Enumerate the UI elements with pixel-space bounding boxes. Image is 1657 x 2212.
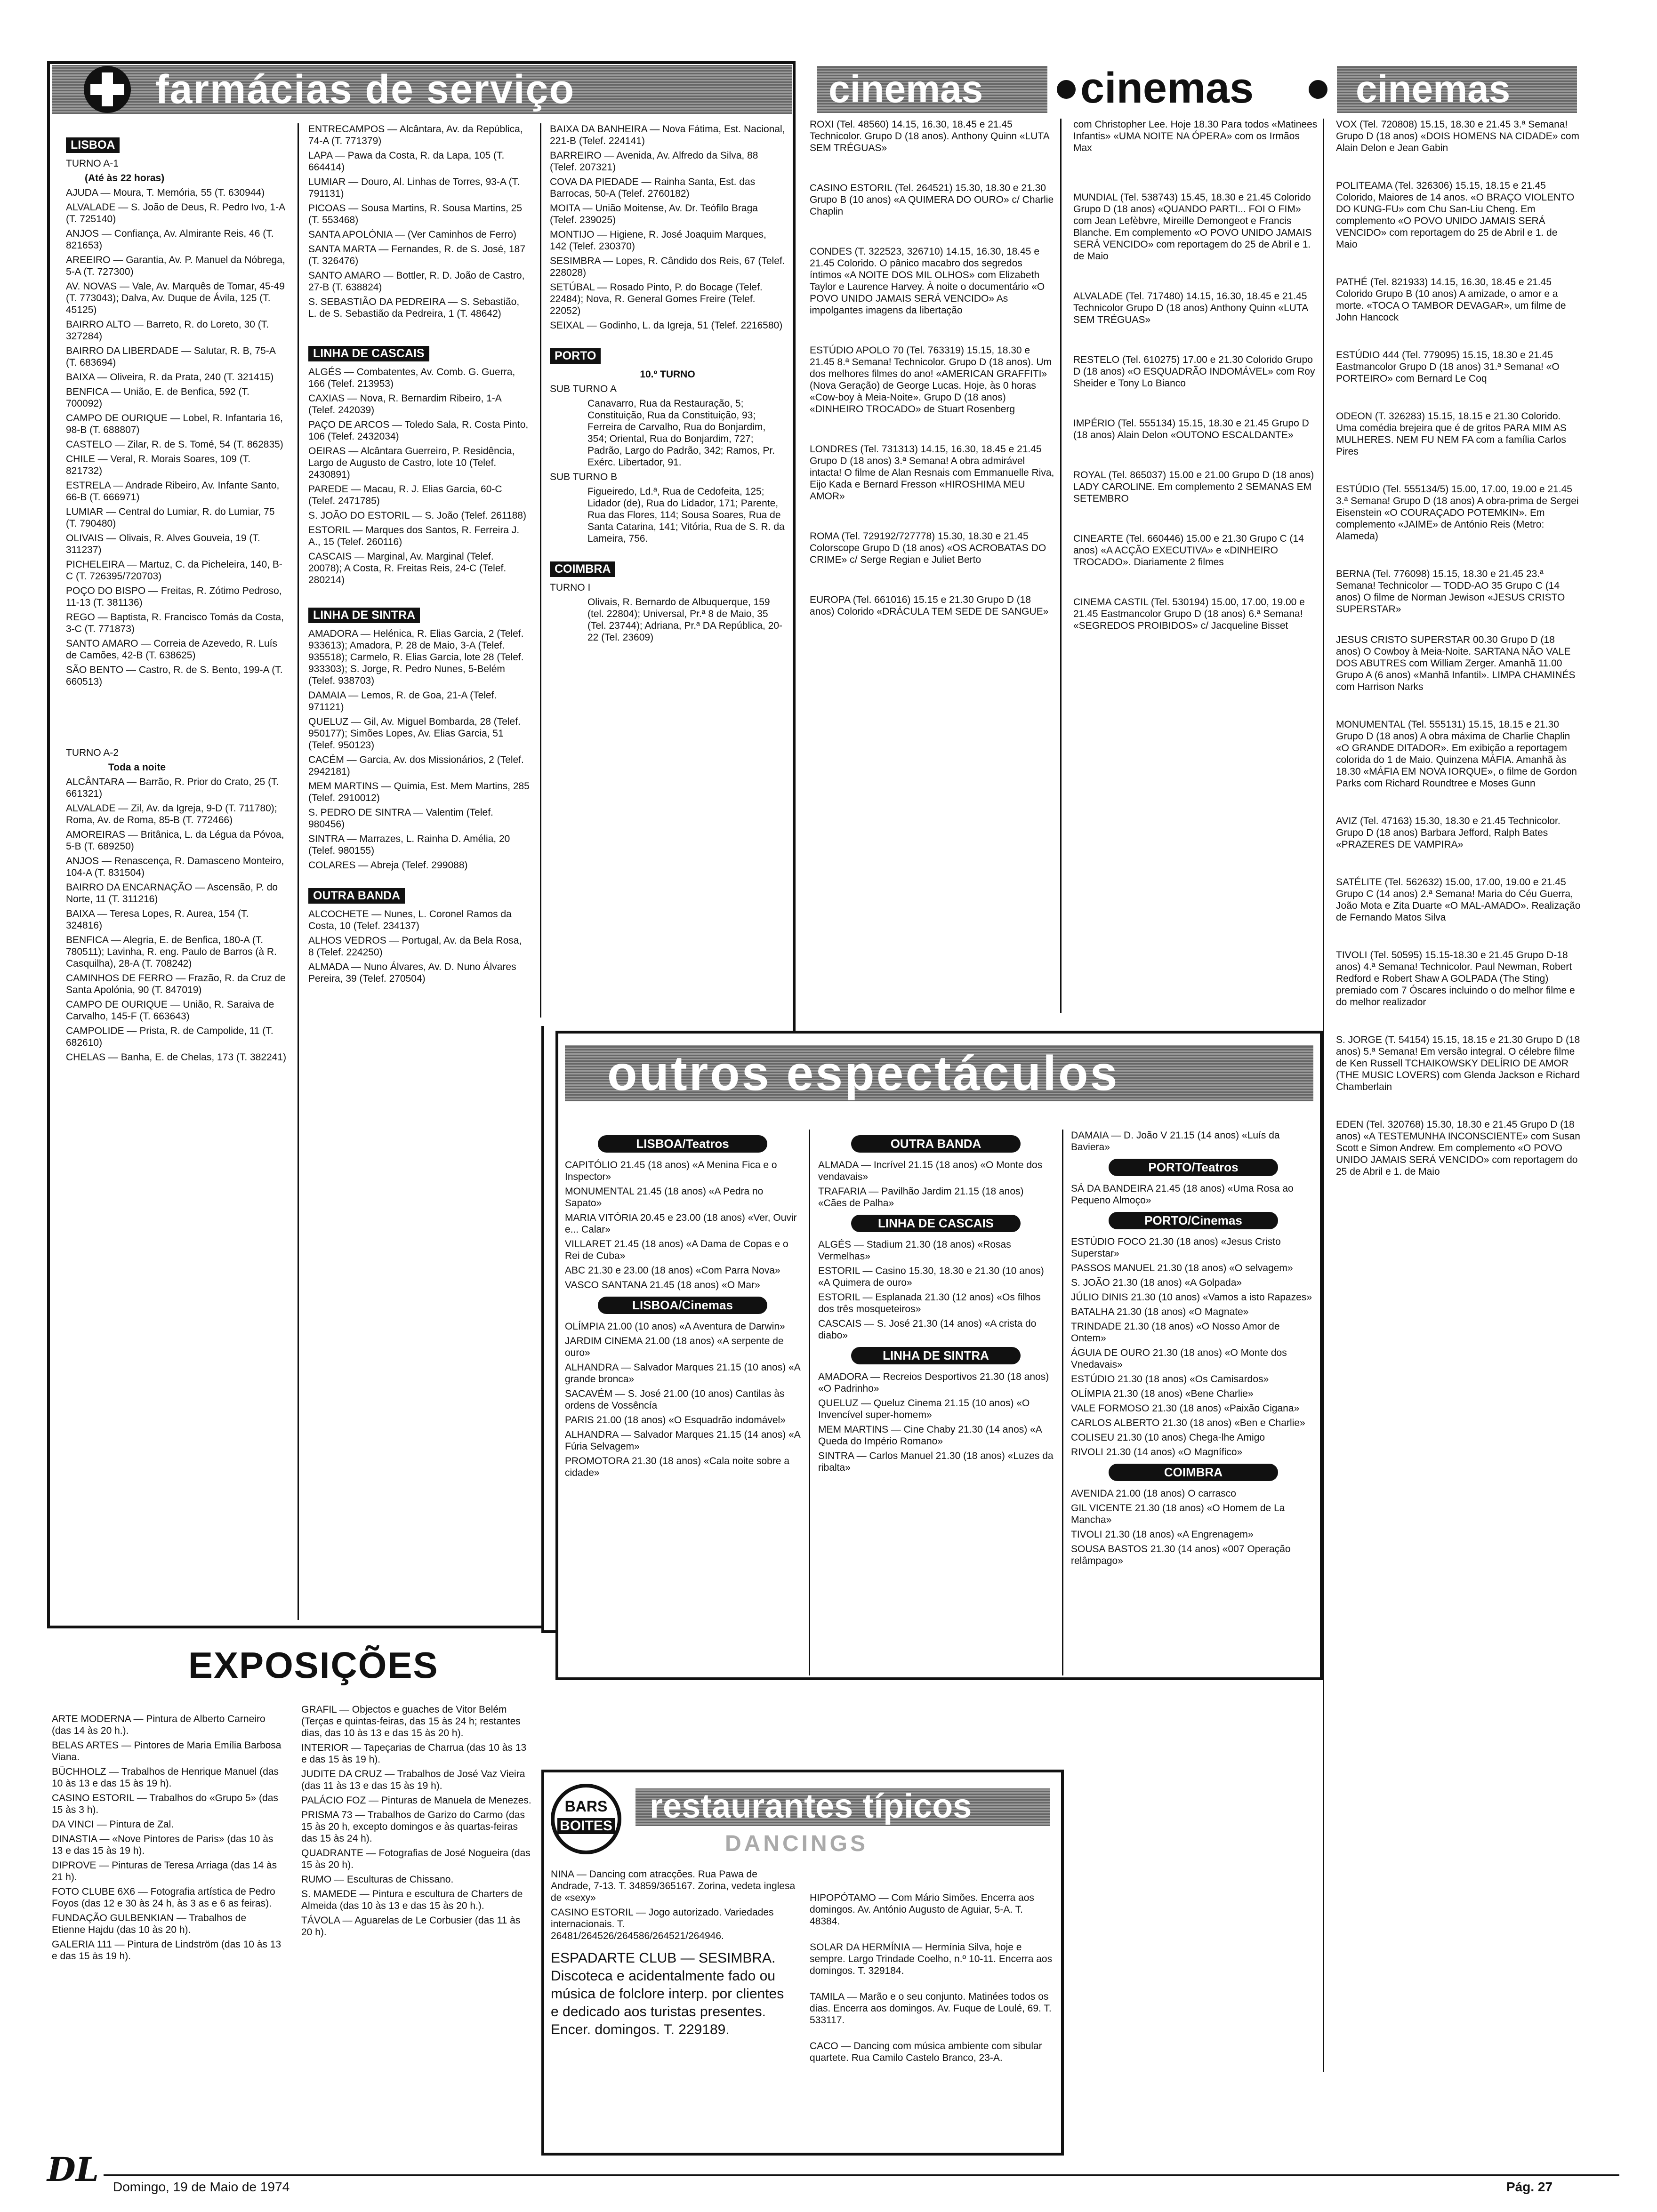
- pharmacy-entry: DAMAIA — Lemos, R. de Goa, 21-A (Telef. 971121): [308, 690, 497, 713]
- cinemas-col-3: [1336, 119, 1581, 1180]
- coimbra-text: Olivais, R. Bernardo de Albuquerque, 159 (tel. 22804); Universal, Pr.ª 8 de Maio, 35 (Tel. 23744); Adriana, Pr.ª DA República, 20-22 (Tel. 23609): [587, 597, 783, 643]
- cinema-listing: ROYAL (Tel. 865037) 15.00 e 21.00 Grupo D (18 anos) LADY CAROLINE. Em complemento 2 SEMANAS EM SETEMBRO: [1073, 470, 1314, 504]
- show-listing: RIVOLI 21.30 (14 anos) «O Magnífico»: [1071, 1447, 1243, 1458]
- cinemas-ghost-left: cinemas: [828, 68, 983, 111]
- pharmacy-entry: COVA DA PIEDADE — Rainha Santa, Est. das Barrocas, 50-A (Telef. 2760182): [550, 176, 756, 199]
- exposicoes-col-2: [301, 1704, 532, 1941]
- pharmacy-entry: CASCAIS — Marginal, Av. Marginal (Telef. 20078); A Costa, R. Freitas Reis, 24-C (Telef. 280214): [308, 551, 507, 585]
- pharmacy-entry: ALHOS VEDROS — Portugal, Av. da Bela Rosa, 8 (Telef. 224250): [308, 935, 522, 958]
- exhibition-entry: DINASTIA — «Nove Pintores de Paris» (das 10 às 13 e das 15 às 19 h).: [52, 1834, 273, 1856]
- section-lisboa-teatros: LISBOA/Teatros: [598, 1135, 767, 1153]
- bar-listing: SOLAR DA HERMÍNIA — Hermínia Silva, hoje e sempre. Largo Trindade Coelho, n.º 10-11. Encerra aos domingos. T. 329184.: [810, 1942, 1053, 1976]
- show-listing: GIL VICENTE 21.30 (18 anos) «O Homem de La Mancha»: [1071, 1503, 1285, 1525]
- pharmacy-entry: S. SEBASTIÃO DA PEDREIRA — S. Sebastião, L. de S. Sebastião da Pedreira, 1 (T. 48642): [308, 297, 520, 319]
- cinema-listing: ESTÚDIO 444 (Tel. 779095) 15.15, 18.30 e 21.45 Eastmancolor Grupo D (18 anos) 31.ª Semana! «O PORTEIRO» com Bernard Le Coq: [1336, 350, 1560, 384]
- pharmacy-entry: SEIXAL — Godinho, L. da Igreja, 51 (Telef. 2216580): [550, 320, 783, 331]
- turno-a2-note: Toda a noite: [108, 762, 166, 773]
- cinema-listing: CONDES (T. 322523, 326710) 14.15, 16.30, 18.45 e 21.45 Colorido. O pânico macabro dos segredos íntimos «A NOITE DOS MIL OLHOS» com Elizabeth Taylor e Laurence Harvey. À noite o documentário «O POVO UNIDO JAMAIS SERÁ VENCIDO» As impolgantes imagens da libertação: [810, 246, 1045, 316]
- pharmacy-entry: CHELAS — Banha, E. de Chelas, 173 (T. 382241): [66, 1052, 287, 1063]
- show-listing: CARLOS ALBERTO 21.30 (18 anos) «Ben e Charlie»: [1071, 1418, 1305, 1428]
- cinema-listing: JESUS CRISTO SUPERSTAR 00.30 Grupo D (18 anos) O Cowboy à Meia-Noite. SARTANA NÃO VALE DOS ABUTRES com William Zerger. Amanhã 11.00 Grupo A (6 anos) «Manhã Infantil». LIMPA CHAMINÉS com Harrison Narks: [1336, 634, 1576, 692]
- pharmacy-entry: CASTELO — Zilar, R. de S. Tomé, 54 (T. 862835): [66, 439, 283, 450]
- pharmacy-entry: ALCÂNTARA — Barrão, R. Prior do Crato, 25 (T. 661321): [66, 777, 279, 799]
- pharmacy-entry: SETÚBAL — Rosado Pinto, P. do Bocage (Telef. 22484); Nova, R. General Gomes Freire (Telef. 22052): [550, 282, 763, 316]
- cinema-listing: CINEARTE (Tel. 660446) 15.00 e 21.30 Grupo C (14 anos) «A ACÇÃO EXECUTIVA» e «DINHEIRO TROCADO». Diariamente 2 filmes: [1073, 533, 1304, 568]
- show-listing: JARDIM CINEMA 21.00 (18 anos) «A serpente de ouro»: [565, 1336, 784, 1358]
- show-listing: VASCO SANTANA 21.45 (18 anos) «O Mar»: [565, 1280, 760, 1290]
- exhibition-entry: FOTO CLUBE 6X6 — Fotografia artística de Pedro Foyos (das 12 e 30 às 24 h, às 3 as e 6 as feiras).: [52, 1886, 275, 1909]
- porto-sub-a-text: Canavarro, Rua da Restauração, 5; Constituição, Rua da Constituição, 93; Ferreira de Carvalho, Rua do Bonjardim, 354; Oriental, Rua do Bonjardim, 727; Padrão, Largo do Padrão, 342; Ramos, Pr. Exérc. Libertador, 91.: [587, 398, 775, 468]
- exhibition-entry: FUNDAÇÃO GULBENKIAN — Trabalhos de Etienne Hajdu (das 10 às 20 h).: [52, 1913, 247, 1935]
- bar-listing-espadarte: ESPADARTE CLUB — SESIMBRA. Discoteca e acidentalmente fado ou música de folclore interp. por clientes e dedicado aos turistas presentes. Encer. domingos. T. 229189.: [551, 1950, 784, 2037]
- exhibition-entry: S. MAMEDE — Pintura e escultura de Charters de Almeida (das 10 às 13 e das 15 às 20 h.).: [301, 1889, 523, 1911]
- show-listing: AMADORA — Recreios Desportivos 21.30 (18 anos) «O Padrinho»: [818, 1371, 1049, 1394]
- show-listing: SOUSA BASTOS 21.30 (14 anos) «007 Operação relâmpago»: [1071, 1544, 1291, 1566]
- cinema-listing: RESTELO (Tel. 610275) 17.00 e 21.30 Colorido Grupo D (18 anos) «O ESQUADRÃO INDOMÁVEL» com Roy Sheider e Tony Lo Bianco: [1073, 354, 1315, 389]
- pharmacy-entry: SANTA APOLÓNIA — (Ver Caminhos de Ferro): [308, 229, 516, 240]
- bullet-icon: [1057, 80, 1076, 99]
- show-listing: PARIS 21.00 (18 anos) «O Esquadrão indomável»: [565, 1415, 786, 1426]
- pharmacy-entry: ESTRELA — Andrade Ribeiro, Av. Infante Santo, 66-B (T. 666971): [66, 480, 280, 503]
- show-listing: ALMADA — Incrível 21.15 (18 anos) «O Monte dos vendavais»: [818, 1160, 1043, 1182]
- cinema-listing: com Christopher Lee. Hoje 18.30 Para todos «Matinees Infantis» «UMA NOITE NA ÓPERA» com os Irmãos Max: [1073, 119, 1318, 153]
- show-listing: CASCAIS — S. José 21.30 (14 anos) «A crista do diabo»: [818, 1318, 1037, 1341]
- pharmacy-entry: BAIXA DA BANHEIRA — Nova Fátima, Est. Nacional, 221-B (Telef. 224141): [550, 124, 785, 146]
- exhibition-entry: QUADRANTE — Fotografias de José Nogueira (das 15 às 20 h).: [301, 1848, 531, 1870]
- show-listing: OLÍMPIA 21.30 (18 anos) «Bene Charlie»: [1071, 1388, 1254, 1399]
- cinemas-title: cinemas: [1080, 64, 1254, 112]
- pharmacy-entry: CHILE — Veral, R. Morais Soares, 109 (T. 821732): [66, 454, 251, 476]
- section-lisboa: LISBOA: [66, 137, 120, 153]
- bars-badge: [551, 1784, 621, 1854]
- cinema-listing: MUNDIAL (Tel. 538743) 15.45, 18.30 e 21.45 Colorido Grupo D (18 anos) «QUANDO PARTI... FOI O FIM» com Jean Lefèbvre, Mireille Demongeot e Francis Blanche. Em complemento «O POVO UNIDO JAMAIS SERÁ VENCIDO» com reportagem do 25 de Abril e 1. de Maio: [1073, 192, 1312, 262]
- section-linha-sintra: LINHA DE SINTRA: [308, 608, 420, 623]
- cinema-listing: ODEON (T. 326283) 15.15, 18.15 e 21.30 Colorido. Uma comédia brejeira que é de gritos PARA MIM AS MULHERES. NEM FU NEM FA com a família Carlos Pires: [1336, 411, 1567, 457]
- cinema-listing: SATÉLITE (Tel. 562632) 15.00, 17.00, 19.00 e 21.45 Grupo C (14 anos) 2.ª Semana! Maria do Céu Guerra, João Mota e Zita Duarte «O MAL-AMADO». Realização de Fernando Matos Silva: [1336, 877, 1581, 923]
- pharmacy-entry: SANTA MARTA — Fernandes, R. de S. José, 187 (T. 326476): [308, 244, 526, 266]
- cinema-listing: MONUMENTAL (Tel. 555131) 15.15, 18.15 e 21.30 Grupo D (18 anos) A obra máxima de Charlie Chaplin «O GRANDE DITADOR». Em exibição a reportagem colorida do 1 de Maio. Quinzena MÁFIA. Amanhã às 18.30 «MÁFIA EM NOVA IORQUE», o filme de Gordon Parks com Richard Roundtree e Moses Gunn: [1336, 719, 1577, 789]
- restaurantes-title: restaurantes típicos: [650, 1787, 972, 1825]
- outros-col-1: [565, 1130, 800, 1482]
- dancings-title: DANCINGS: [725, 1831, 869, 1856]
- exhibition-entry: GRAFIL — Objectos e guaches de Vitor Belém (Terças e quintas-feiras, das 15 às 24 h; restantes dias, das 10 às 13 e das 15 às 20 h).: [301, 1704, 521, 1739]
- cinemas-ghost-right: cinemas: [1356, 68, 1511, 111]
- bars-col-2: [810, 1892, 1054, 2067]
- pharmacy-entry: BENFICA — Alegria, E. de Benfica, 180-A (T. 780511); Lavinha, R. eng. Paulo de Barros (à R. Casquilha), 28-A (T. 708242): [66, 935, 277, 969]
- pharmacy-entry: PICHELEIRA — Martuz, C. da Picheleira, 140, B-C (T. 726395/720703): [66, 559, 282, 582]
- cinema-listing: BERNA (Tel. 776098) 15.15, 18.30 e 21.45 23.ª Semana! Technicolor — TODD-AO 35 Grupo C (14 anos) O filme de Norman Jewison «JESUS CRISTO SUPERSTAR»: [1336, 569, 1565, 615]
- pharmacy-entry: REGO — Baptista, R. Francisco Tomás da Costa, 3-C (T. 771873): [66, 612, 284, 634]
- section-outra-banda: OUTRA BANDA: [308, 888, 405, 904]
- pharmacy-entry: SANTO AMARO — Correia de Azevedo, R. Luís de Camões, 42-B (T. 638625): [66, 638, 277, 661]
- pharmacy-entry: CAXIAS — Nova, R. Bernardim Ribeiro, 1-A (Telef. 242039): [308, 393, 501, 416]
- bar-listing: NINA — Dancing com atracções. Rua Pawa de Andrade, 7-13. T. 34859/365167. Zorina, vedeta inglesa de «sexy»: [551, 1869, 796, 1903]
- pharmacy-entry: ANJOS — Renascença, R. Damasceno Monteiro, 104-A (T. 831504): [66, 856, 284, 878]
- show-listing: ESTÚDIO FOCO 21.30 (18 anos) «Jesus Cristo Superstar»: [1071, 1236, 1281, 1259]
- column-divider: [1323, 119, 1324, 2072]
- cinema-listing: EUROPA (Tel. 661016) 15.15 e 21.30 Grupo D (18 anos) Colorido «DRÁCULA TEM SEDE DE SANGUE»: [810, 594, 1049, 617]
- cinema-listing: AVIZ (Tel. 47163) 15.30, 18.30 e 21.45 Technicolor. Grupo D (18 anos) Barbara Jefford, Ralph Bates «PRAZERES DE VAMPIRA»: [1336, 816, 1560, 850]
- outros-title: outros espectáculos: [607, 1046, 1119, 1101]
- farmacias-col-1: [66, 133, 287, 1066]
- cinemas-col-2: [1073, 119, 1318, 634]
- exhibition-entry: DIPROVE — Pinturas de Teresa Arriaga (das 14 às 21 h).: [52, 1860, 277, 1883]
- show-listing: MONUMENTAL 21.45 (18 anos) «A Pedra no Sapato»: [565, 1186, 764, 1209]
- show-listing: SINTRA — Carlos Manuel 21.30 (18 anos) «Luzes da ribalta»: [818, 1451, 1054, 1473]
- pharmacy-entry: AV. NOVAS — Vale, Av. Marquês de Tomar, 45-49 (T. 773043); Dalva, Av. Duque de Ávila, 125 (T. 45125): [66, 281, 285, 315]
- pharmacy-entry: ALCOCHETE — Nunes, L. Coronel Ramos da Costa, 10 (Telef. 234137): [308, 909, 512, 931]
- pharmacy-entry: MONTIJO — Higiene, R. José Joaquim Marques, 142 (Telef. 230370): [550, 229, 766, 252]
- exhibition-entry: JUDITE DA CRUZ — Trabalhos de José Vaz Vieira (das 11 às 13 e das 15 às 19 h).: [301, 1769, 525, 1791]
- pharmacy-entry: S. JOÃO DO ESTORIL — S. João (Telef. 261188): [308, 510, 526, 521]
- pharmacy-entry: ALVALADE — S. João de Deus, R. Pedro Ivo, 1-A (T. 725140): [66, 202, 285, 224]
- pharmacy-entry: OEIRAS — Alcântara Guerreiro, P. Residência, Largo de Augusto de Castro, lote 10 (Telef. 2430891): [308, 446, 515, 480]
- turno-a1-note: (Até às 22 horas): [85, 173, 165, 184]
- show-listing: ESTORIL — Esplanada 21.30 (12 anos) «Os filhos dos três mosqueteiros»: [818, 1292, 1041, 1314]
- footer-page: Pág. 27: [1506, 2180, 1553, 2194]
- cinemas-col-1: [810, 119, 1054, 620]
- show-listing: PASSOS MANUEL 21.30 (18 anos) «O selvagem»: [1071, 1263, 1293, 1274]
- pharmacy-entry: AREEIRO — Garantia, Av. P. Manuel da Nóbrega, 5-A (T. 727300): [66, 255, 285, 277]
- cinema-listing: VOX (Tel. 720808) 15.15, 18.30 e 21.45 3.ª Semana! Grupo D (18 anos) «DOIS HOMENS NA CIDADE» com Alain Delon e Jean Gabin: [1336, 119, 1579, 153]
- show-listing: BATALHA 21.30 (18 anos) «O Magnate»: [1071, 1306, 1249, 1317]
- pharmacy-entry: ANJOS — Confiança, Av. Almirante Reis, 46 (T. 821653): [66, 228, 274, 251]
- bars-col-1: [551, 1868, 796, 2042]
- farmacias-col-3: [550, 123, 785, 646]
- exhibition-entry: BÜCHHOLZ — Trabalhos de Henrique Manuel (das 10 às 13 e das 15 às 19 h).: [52, 1766, 279, 1789]
- show-listing: MEM MARTINS — Cine Chaby 21.30 (14 anos) «A Queda do Império Romano»: [818, 1424, 1042, 1447]
- show-listing: CAPITÓLIO 21.45 (18 anos) «A Menina Fica e o Inspector»: [565, 1160, 777, 1182]
- pharmacy-entry: AMADORA — Helénica, R. Elias Garcia, 2 (Telef. 933613); Amadora, P. 28 de Maio, 3-A (Telef. 935518); Carmelo, R. Elias Garcia, lote 28 (Telef. 933303); S. Jorge, R. Pedro Nunes, 5-Belém (Telef. 938703): [308, 628, 524, 686]
- bar-listing: CASINO ESTORIL — Jogo autorizado. Variedades internacionais. T. 26481/264526/264586/264521/264946.: [551, 1907, 774, 1941]
- cross-icon: [84, 66, 131, 113]
- dl-logo: DL: [47, 2150, 99, 2189]
- show-listing: OLÍMPIA 21.00 (10 anos) «A Aventura de Darwin»: [565, 1321, 785, 1332]
- pharmacy-entry: ALVALADE — Zil, Av. da Igreja, 9-D (T. 711780); Roma, Av. de Roma, 85-B (T. 772466): [66, 803, 277, 825]
- pharmacy-entry: OLIVAIS — Olivais, R. Alves Gouveia, 19 (T. 311237): [66, 533, 260, 555]
- column-divider: [1062, 1130, 1063, 1675]
- pharmacy-entry: SANTO AMARO — Bottler, R. D. João de Castro, 27-B (T. 638824): [308, 270, 525, 293]
- exhibition-entry: GALERIA 111 — Pintura de Lindström (das 10 às 13 e das 15 às 19 h).: [52, 1939, 282, 1962]
- section-porto-teatros: PORTO/Teatros: [1109, 1159, 1278, 1176]
- pharmacy-entry: COLARES — Abreja (Telef. 299088): [308, 860, 468, 871]
- pharmacy-entry: S. PEDRO DE SINTRA — Valentim (Telef. 980456): [308, 807, 493, 830]
- show-listing: ALGÉS — Stadium 21.30 (18 anos) «Rosas Vermelhas»: [818, 1239, 1011, 1262]
- show-listing: ALHANDRA — Salvador Marques 21.15 (10 anos) «A grande bronca»: [565, 1362, 800, 1385]
- pharmacy-entry: ALGÉS — Combatentes, Av. Comb. G. Guerra, 166 (Telef. 213953): [308, 367, 515, 389]
- pharmacy-entry: SINTRA — Marrazes, L. Rainha D. Amélia, 20 (Telef. 980155): [308, 834, 510, 856]
- cinema-listing: CINEMA CASTIL (Tel. 530194) 15.00, 17.00, 19.00 e 21.45 Eastmancolor Grupo D (18 anos) 6.ª Semana! «SEGREDOS PROIBIDOS» c/ Jacqueline Bisset: [1073, 597, 1305, 631]
- show-listing: SACAVÉM — S. José 21.00 (10 anos) Cantilas às ordens de Vossêncía: [565, 1388, 785, 1411]
- bar-listing: TAMILA — Marão e o seu conjunto. Matinées todos os dias. Encerra aos domingos. Av. Fuque de Loulé, 69. T. 533117.: [810, 1991, 1052, 2026]
- show-listing: TRAFARIA — Pavilhão Jardim 21.15 (18 anos) «Cães de Palha»: [818, 1186, 1024, 1209]
- show-listing: QUELUZ — Queluz Cinema 21.15 (10 anos) «O Invencível super-homem»: [818, 1398, 1030, 1420]
- footer-date: Domingo, 19 de Maio de 1974: [113, 2180, 290, 2194]
- outros-col-2: [818, 1130, 1054, 1476]
- cinema-listing: S. JORGE (T. 54154) 15.15, 18.15 e 21.30 Grupo D (18 anos) 5.ª Semana! Em versão integral. O célebre filme de Ken Russell TCHAIKOWSKY DELÍRIO DE AMOR (THE MUSIC LOVERS) com Glenda Jackson e Richard Chamberlain: [1336, 1034, 1580, 1092]
- section-lisboa-cinemas: LISBOA/Cinemas: [598, 1297, 767, 1314]
- pharmacy-entry: LAPA — Pawa da Costa, R. da Lapa, 105 (T. 664414): [308, 150, 505, 173]
- pharmacy-entry: BAIRRO DA LIBERDADE — Salutar, R. B, 75-A (T. 683694): [66, 345, 275, 368]
- show-listing: AVENIDA 21.00 (18 anos) O carrasco: [1071, 1488, 1236, 1499]
- porto-sub-b-text: Figueiredo, Ld.ª, Rua de Cedofeita, 125; Lidador (de), Rua do Lidador, 171; Parente, Rua das Flores, 114; Sousa Soares, Rua de Santa Catarina, 141; Vitória, Rua de S. R. da Lameira, 756.: [587, 486, 785, 544]
- pharmacy-entry: MOITA — União Moitense, Av. Dr. Teófilo Braga (Telef. 239025): [550, 203, 758, 225]
- exhibition-entry: CASINO ESTORIL — Trabalhos do «Grupo 5» (das 15 às 3 h).: [52, 1793, 278, 1815]
- bars-badge-line2: BOITES: [557, 1818, 615, 1834]
- farmacias-title: farmácias de serviço: [155, 67, 575, 112]
- show-listing: SÁ DA BANDEIRA 21.45 (18 anos) «Uma Rosa ao Pequeno Almoço»: [1071, 1183, 1294, 1206]
- show-listing: TIVOLI 21.30 (18 anos) «A Engrenagem»: [1071, 1529, 1254, 1540]
- pharmacy-entry: BAIXA — Teresa Lopes, R. Aurea, 154 (T. 324816): [66, 908, 249, 931]
- section-linha-sintra: LINHA DE SINTRA: [851, 1347, 1021, 1364]
- porto-sub-a: SUB TURNO A: [550, 384, 617, 394]
- cinema-listing: ROMA (Tel. 729192/727778) 15.30, 18.30 e 21.45 Colorscope Grupo D (18 anos) «OS ACROBATAS DO CRIME» c/ Serge Regian e Juliet Berto: [810, 531, 1046, 565]
- pharmacy-entry: BENFICA — União, E. de Benfica, 592 (T. 700092): [66, 386, 249, 409]
- show-listing: COLISEU 21.30 (10 anos) Chega-lhe Amigo: [1071, 1432, 1265, 1443]
- show-listing: ESTORIL — Casino 15.30, 18.30 e 21.30 (10 anos) «A Quimera de ouro»: [818, 1266, 1044, 1288]
- pharmacy-entry: CAMPOLIDE — Prista, R. de Campolide, 11 (T. 682610): [66, 1026, 273, 1048]
- pharmacy-entry: LUMIAR — Douro, Al. Linhas de Torres, 93-A (T. 791131): [308, 176, 520, 199]
- section-linha-cascais: LINHA DE CASCAIS: [308, 346, 429, 361]
- pharmacy-entry: MEM MARTINS — Quimia, Est. Mem Martins, 285 (Telef. 2910012): [308, 781, 530, 803]
- cinema-listing: EDEN (Tel. 320768) 15.30, 18.30 e 21.45 Grupo D (18 anos) «A TESTEMUNHA INCONSCIENTE» com Susan Scott e Simon Andrew. Em complemento «O POVO UNIDO JAMAIS SERÁ VENCIDO» com reportagem do 25 de Abril e 1. de Maio: [1336, 1119, 1580, 1177]
- section-porto: PORTO: [550, 348, 601, 364]
- pharmacy-entry: PICOAS — Sousa Martins, R. Sousa Martins, 25 (T. 553468): [308, 203, 523, 225]
- show-listing: MARIA VITÓRIA 20.45 e 23.00 (18 anos) «Ver, Ouvir e... Calar»: [565, 1212, 797, 1235]
- bullet-icon: [1309, 80, 1327, 99]
- pharmacy-entry: PAREDE — Macau, R. J. Elias Garcia, 60-C (Telef. 2471785): [308, 484, 502, 506]
- show-listing: DAMAIA — D. João V 21.15 (14 anos) «Luís da Baviera»: [1071, 1130, 1280, 1153]
- porto-turno: 10.º TURNO: [640, 369, 695, 380]
- cinema-listing: ROXI (Tel. 48560) 14.15, 16.30, 18.45 e 21.45 Technicolor. Grupo D (18 anos). Anthony Quinn «LUTA SEM TRÉGUAS»: [810, 119, 1049, 153]
- exhibition-entry: BELAS ARTES — Pintores de Maria Emília Barbosa Viana.: [52, 1740, 282, 1763]
- pharmacy-entry: POÇO DO BISPO — Freitas, R. Zótimo Pedroso, 11-13 (T. 381136): [66, 585, 282, 608]
- section-coimbra: COIMBRA: [1109, 1464, 1278, 1481]
- pharmacy-entry: LUMIAR — Central do Lumiar, R. do Lumiar, 75 (T. 790480): [66, 506, 275, 529]
- pharmacy-entry: AJUDA — Moura, T. Memória, 55 (T. 630944): [66, 187, 265, 198]
- farmacias-col-2: [308, 123, 530, 987]
- show-listing: ÁGUIA DE OURO 21.30 (18 anos) «O Monte dos Vnedavais»: [1071, 1347, 1287, 1370]
- pharmacy-entry: BAIRRO ALTO — Barreto, R. do Loreto, 30 (T. 327284): [66, 319, 269, 342]
- pharmacy-entry: CAMINHOS DE FERRO — Frazão, R. da Cruz de Santa Apolónia, 90 (T. 847019): [66, 973, 286, 995]
- outros-col-3: [1071, 1130, 1316, 1570]
- bar-listing: HIPOPÓTAMO — Com Mário Simões. Encerra aos domingos. Av. António Augusto de Aguiar, 5-A. T. 48384.: [810, 1892, 1034, 1927]
- porto-sub-b: SUB TURNO B: [550, 472, 618, 482]
- exhibition-entry: INTERIOR — Tapeçarias de Charrua (das 10 às 13 e das 15 às 19 h).: [301, 1742, 527, 1765]
- pharmacy-entry: ALMADA — Nuno Álvares, Av. D. Nuno Álvares Pereira, 39 (Telef. 270504): [308, 962, 516, 984]
- section-coimbra: COIMBRA: [550, 561, 615, 577]
- pharmacy-entry: PAÇO DE ARCOS — Toledo Sala, R. Costa Pinto, 106 (Telef. 2432034): [308, 419, 529, 442]
- pharmacy-entry: ESTORIL — Marques dos Santos, R. Ferreira J. A., 15 (Telef. 260116): [308, 525, 520, 547]
- cinema-listing: POLITEAMA (Tel. 326306) 15.15, 18.15 e 21.45 Colorido, Maiores de 14 anos. «O BRAÇO VIOLENTO DO KUNG-FU» com Chu San-Liu Cheng. Em complemento «O POVO UNIDO JAMAIS SERÁ VENCIDO» com reportagem do 25 de Abril e 1. de Maio: [1336, 180, 1575, 250]
- section-linha-cascais: LINHA DE CASCAIS: [851, 1215, 1021, 1232]
- column-divider: [540, 123, 541, 1018]
- cinema-listing: PATHÉ (Tel. 821933) 14.15, 16.30, 18.45 e 21.45 Colorido Grupo B (10 anos) A amizade, o amor e a morte. «TOCA O TAMBOR DEVAGAR», um filme de John Hancock: [1336, 277, 1566, 323]
- exhibition-entry: TÁVOLA — Aguarelas de Le Corbusier (das 11 às 20 h).: [301, 1915, 521, 1938]
- pharmacy-entry: BARREIRO — Avenida, Av. Alfredo da Silva, 88 (Telef. 207321): [550, 150, 758, 173]
- show-listing: ESTÚDIO 21.30 (18 anos) «Os Camisardos»: [1071, 1374, 1269, 1385]
- footer-rule: [104, 2174, 1619, 2176]
- show-listing: ALHANDRA — Salvador Marques 21.15 (14 anos) «A Fúria Selvagem»: [565, 1429, 800, 1452]
- turno-a2: TURNO A-2: [66, 747, 119, 758]
- bar-listing: CACO — Dancing com música ambiente com sibular quartete. Rua Camilo Castelo Branco, 23-A.: [810, 2041, 1042, 2063]
- column-divider: [809, 1130, 810, 1675]
- show-listing: VILLARET 21.45 (18 anos) «A Dama de Copas e o Rei de Cuba»: [565, 1239, 788, 1261]
- coimbra-turno: TURNO I: [550, 582, 591, 593]
- exposicoes-title: EXPOSIÇÕES: [188, 1644, 439, 1686]
- pharmacy-entry: SESIMBRA — Lopes, R. Cândido dos Reis, 67 (Telef. 228028): [550, 256, 785, 278]
- section-outra-banda: OUTRA BANDA: [851, 1135, 1021, 1153]
- cinema-listing: TIVOLI (Tel. 50595) 15.15-18.30 e 21.45 Grupo D-18 anos) 4.ª Semana! Technicolor. Paul Newman, Robert Redford e Robert Shaw A GOLPADA (The Sting) premiado com 7 Óscares incluindo o do melhor filme e do melhor realizador: [1336, 950, 1575, 1008]
- cinema-listing: LONDRES (Tel. 731313) 14.15, 16.30, 18.45 e 21.45 Grupo D (18 anos) 3.ª Semana! A obra admirável intacta! O filme de Alan Resnais com Emmanuelle Riva, Eijo Kada e Bernard Fresson «HIROSHIMA MEU AMOR»: [810, 444, 1054, 502]
- pharmacy-entry: CAMPO DE OURIQUE — União, R. Saraiva de Carvalho, 145-F (T. 663643): [66, 999, 274, 1022]
- pharmacy-entry: BAIXA — Oliveira, R. da Prata, 240 (T. 321415): [66, 372, 274, 383]
- section-porto-cinemas: PORTO/Cinemas: [1109, 1212, 1278, 1229]
- exhibition-entry: RUMO — Esculturas de Chissano.: [301, 1874, 454, 1885]
- show-listing: JÚLIO DINIS 21.30 (10 anos) «Vamos a isto Rapazes»: [1071, 1292, 1312, 1303]
- pharmacy-entry: ENTRECAMPOS — Alcântara, Av. da República, 74-A (T. 771379): [308, 124, 523, 146]
- show-listing: S. JOÃO 21.30 (18 anos) «A Golpada»: [1071, 1277, 1242, 1288]
- cinema-listing: CASINO ESTORIL (Tel. 264521) 15.30, 18.30 e 21.30 Grupo B (10 anos) «A QUIMERA DO OURO» c/ Charlie Chaplin: [810, 183, 1054, 217]
- exhibition-entry: DA VINCI — Pintura de Zal.: [52, 1819, 174, 1830]
- show-listing: VALE FORMOSO 21.30 (18 anos) «Paixão Cigana»: [1071, 1403, 1300, 1414]
- cinema-listing: IMPÉRIO (Tel. 555134) 15.15, 18.30 e 21.45 Grupo D (18 anos) Alain Delon «OUTONO ESCALDANTE»: [1073, 418, 1309, 441]
- cinema-listing: ALVALADE (Tel. 717480) 14.15, 16.30, 18.45 e 21.45 Technicolor Grupo D (18 anos) Anthony Quinn «LUTA SEM TRÉGUAS»: [1073, 291, 1308, 325]
- cinema-listing: ESTÚDIO (Tel. 555134/5) 15.00, 17.00, 19.00 e 21.45 3.ª Semana! Grupo D (18 anos) A obra-prima de Sergei Eisenstein «O COURAÇADO POTEMKIN». Em complemento «JAIME» de António Reis (Metro: Alameda): [1336, 484, 1579, 542]
- column-divider: [298, 123, 299, 1620]
- pharmacy-entry: AMOREIRAS — Britânica, L. da Légua da Póvoa, 5-B (T. 689250): [66, 829, 284, 852]
- exposicoes-col-1: [52, 1713, 282, 1965]
- turno-a1: TURNO A-1: [66, 158, 119, 169]
- show-listing: ABC 21.30 e 23.00 (18 anos) «Com Parra Nova»: [565, 1265, 780, 1276]
- show-listing: PROMOTORA 21.30 (18 anos) «Cala noite sobre a cidade»: [565, 1456, 790, 1478]
- exhibition-entry: ARTE MODERNA — Pintura de Alberto Carneiro (das 14 às 20 h.).: [52, 1714, 265, 1736]
- bars-badge-line1: BARS: [564, 1798, 608, 1815]
- pharmacy-entry: SÃO BENTO — Castro, R. de S. Bento, 199-A (T. 660513): [66, 665, 283, 687]
- show-listing: TRINDADE 21.30 (18 anos) «O Nosso Amor de Ontem»: [1071, 1321, 1280, 1344]
- pharmacy-entry: CAMPO DE OURIQUE — Lobel, R. Infantaria 16, 98-B (T. 688807): [66, 413, 283, 435]
- pharmacy-entry: CACÉM — Garcia, Av. dos Missionários, 2 (Telef. 2942181): [308, 754, 524, 777]
- column-divider: [1060, 119, 1062, 1013]
- pharmacy-entry: QUELUZ — Gil, Av. Miguel Bombarda, 28 (Telef. 950177); Simões Lopes, Av. Elias Garcia, 51 (Telef. 950123): [308, 716, 521, 751]
- cinema-listing: ESTÚDIO APOLO 70 (Tel. 763319) 15.15, 18.30 e 21.45 8.ª Semana! Technicolor. Grupo D (18 anos). Um dos melhores filmes do ano! «AMERICAN GRAFFITI» (Nova Geração) de George Lucas. Hoje, às 0 horas «Cow-boy à Meia-Noite». Grupo D (18 anos) «DINHEIRO TROCADO» de Stuart Rosenberg: [810, 345, 1052, 415]
- exhibition-entry: PALÁCIO FOZ — Pinturas de Manuela de Menezes.: [301, 1795, 531, 1806]
- pharmacy-entry: BAIRRO DA ENCARNAÇÃO — Ascensão, P. do Norte, 11 (T. 311216): [66, 882, 278, 905]
- exhibition-entry: PRISMA 73 — Trabalhos de Garizo do Carmo (das 15 às 20 h, excepto domingos e às quartas-feiras das 15 às 24 h).: [301, 1810, 525, 1844]
